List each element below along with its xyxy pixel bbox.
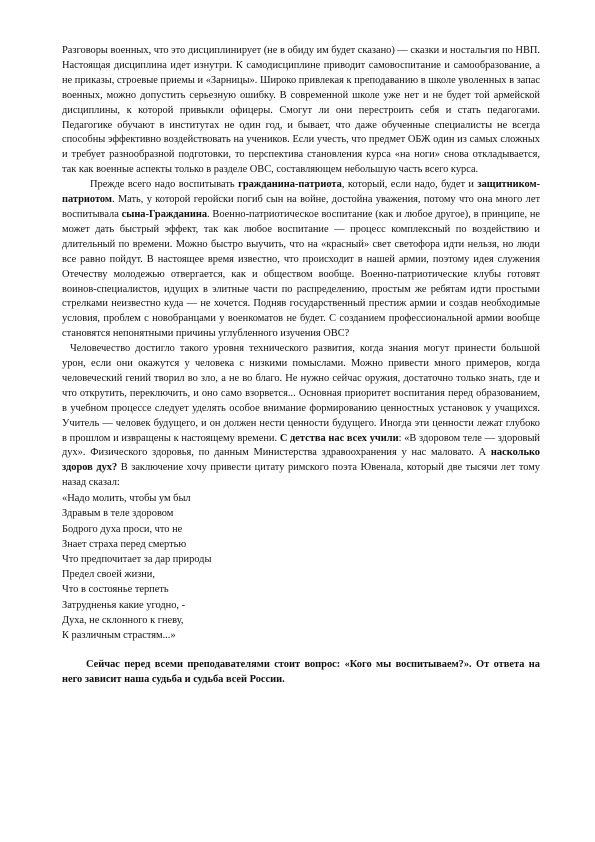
emphasis-healthy-spirit: здоров дух? — [62, 462, 118, 474]
text-run: . Военно-патриотическое воспитание (как и любое другое), в принципе, не может дать быстрый эффект, так как любое воспитание — процесс комплексный по воздействию и длительный по времени. Можно быстро выучить, что на «красный» свет светофора идти нельзя, но люди все равно пойдут. В настоящее время известно, что происходит в нашей армии, поэтому идея служения Отечеству молодежью отвергается, как и обществом вообще. Военно-патриотические клубы готовят воинов-специалистов, идущих в элитные части по распределению, простым же ребятам идти простыми стрелками неизвестно куда — не хочется. Подняв государственный престиж армии и создав необходимые условия, проблем с новобранцами у военкоматов не будет. С созданием профессиональной армии вообще становятся непонятными причины углубленного изучения ОВС? — [62, 208, 540, 340]
poem-line: «Надо молить, чтобы ум был — [62, 493, 191, 505]
paragraph-conclusion: Сейчас перед всеми преподавателями стоит вопрос: «Кого мы воспитываем?». От ответа на него зависит наша судьба и судьба всей России. — [62, 659, 540, 686]
emphasis-how-much: насколько — [490, 447, 540, 459]
text-run: В заключение хочу привести цитату римского поэта Ювенала, который две тысячи лет тому назад сказал: — [62, 462, 540, 489]
emphasis-son-citizen: сына-Гражданина — [121, 208, 208, 220]
paragraph-military-discipline: Разговоры военных, что это дисциплинирует (не в обиду им будет сказано) — сказки и ностальгия по НВП. Настоящая дисциплина идет изнутри. К самодисциплине приводит самовоспитание и самообразование, а не приказы, строевые приемы и «Зарницы». Широко привлекая к преподаванию в школе уволенных в запас военных, можно допустить серьезную ошибку. В современной школе уже нет и не будет той армейской дисциплины, к которой привыкли офицеры. Смогут ли они перестроить себя и стать педагогами. Педагогике обучают в институтах не один год, и бывает, что даже обученные специалисты не всегда способны эффективно воздействовать на учеников. Если учесть, что предмет ОБЖ один из самых сложных и требует разнообразной подготовки, то перспектива становления курса «на ноги» снова откладывается, так как военные аспекты только в разделе ОВС, составляющем небольшую часть всего курса. — [62, 45, 540, 176]
emphasis-citizen-patriot: гражданина-патриота — [238, 179, 342, 191]
text-run: Прежде всего надо воспитывать — [90, 179, 239, 191]
juvenal-quote — [62, 491, 540, 643]
poem-line: Что предпочитает за дар природы — [62, 554, 212, 565]
poem-line: Предел своей жизни, — [62, 569, 155, 581]
emphasis-defender-patriot: защитником-патриотом — [62, 179, 541, 206]
poem-line: Затрудненья какие угодно, - — [62, 599, 186, 611]
poem-line: Бодрого духа проси, что не — [62, 523, 183, 535]
blank-line — [62, 643, 540, 658]
emphasis-childhood: С детства нас всех учили — [279, 432, 399, 444]
paragraph-patriot-education — [62, 178, 540, 342]
poem-line: Что в состоянье терпеть — [62, 584, 169, 596]
document-page — [62, 44, 540, 688]
poem-line: Духа, не склонного к гневу, — [62, 614, 184, 626]
poem-line: Здравым в теле здоровом — [62, 508, 174, 520]
poem-line: Знает страха перед смертью — [62, 538, 187, 550]
text-run: Человечество достигло такого уровня технического развития, когда знания могут принести большой урон, если они окажутся у человека с низкими помыслами. Можно привести много примеров, когда человеческий гений творил во зло, а не во благо. Не нужно сейчас оружия, достаточно только знать, где и что открутить, переключить, и оно само взорвется... Основная приоритет воспитания перед образованием, в учебном процессе следует уделять особое внимание формированию ценностных установок у учащихся. Учитель — человек будущего, и он должен нести ценности будущего. Иногда эти ценности лежат глубоко в прошлом и извращены к настоящему времени. — [62, 343, 540, 444]
poem-line: К различным страстям...» — [62, 630, 176, 642]
text-run: , который, если надо, будет и — [341, 179, 478, 191]
paragraph-humanity-values — [62, 342, 540, 491]
text-run: . Мать, у которой геройски погиб сын на войне, достойна уважения, потому что она много лет воспитывала — [62, 194, 540, 220]
text-run: : «В здоровом теле — здоровый дух». Физического здоровья, по данным Министерства здравоохранения у нас маловато. А — [62, 432, 540, 459]
